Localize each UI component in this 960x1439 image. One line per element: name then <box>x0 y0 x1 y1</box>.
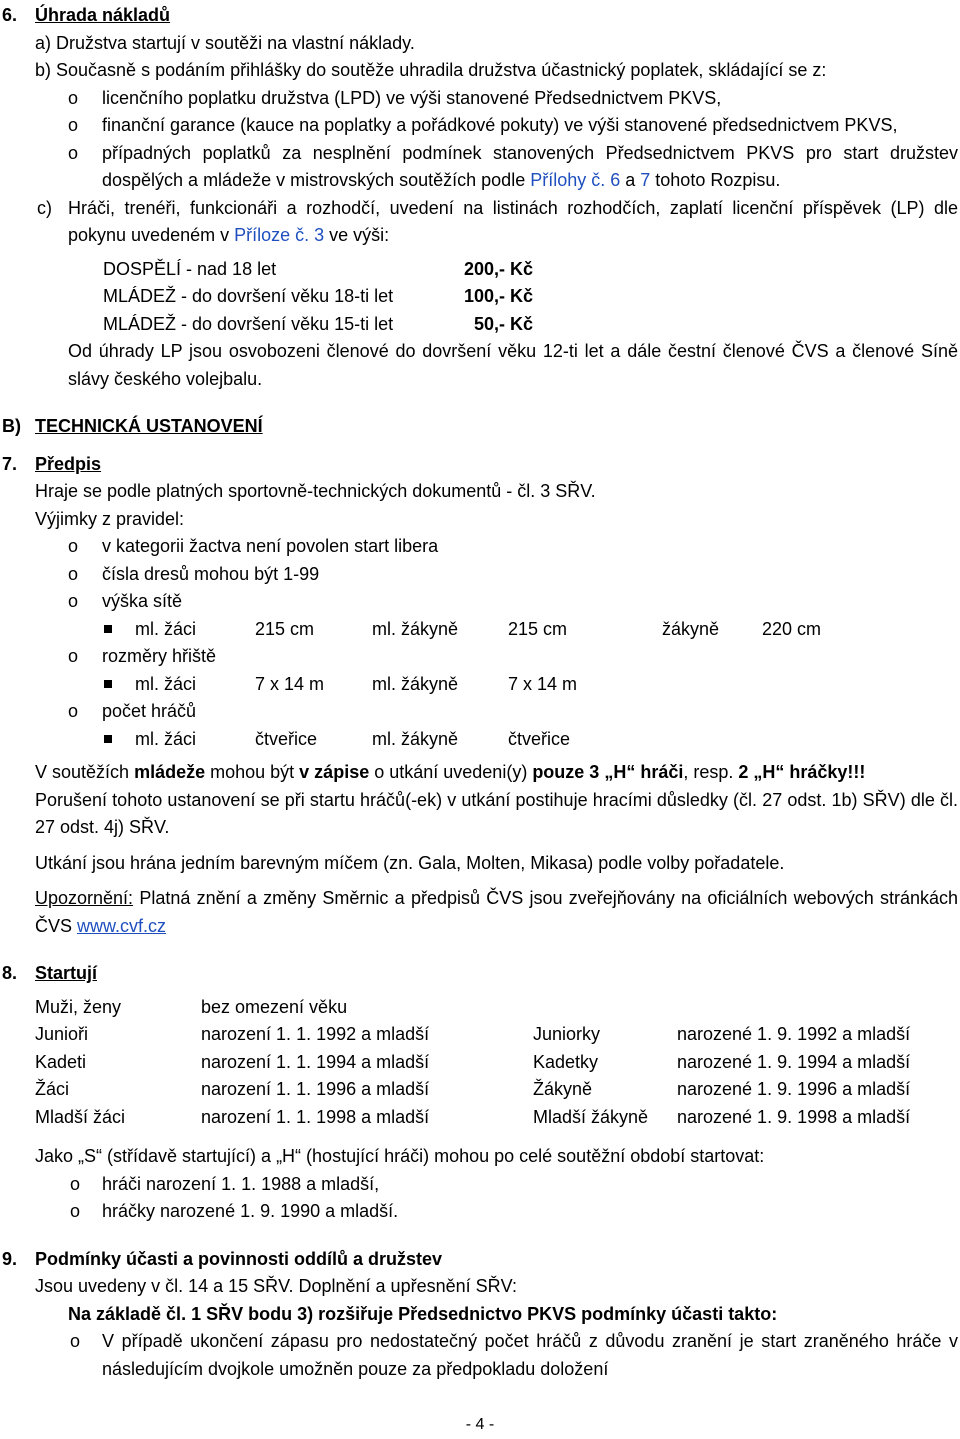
section-6-heading <box>2 2 958 30</box>
list-item: o výška sítě <box>2 588 958 616</box>
text: o utkání uvedeni(y) <box>369 762 533 782</box>
cell: narozené 1. 9. 1992 a mladší <box>677 1024 911 1044</box>
section-title: TECHNICKÁ USTANOVENÍ <box>35 416 263 436</box>
text: 2 „H“ hráčky!!! <box>738 762 866 782</box>
cell: Mladší žáci <box>35 1106 126 1127</box>
annex-number[interactable]: 6 <box>610 170 621 190</box>
fee-row <box>2 256 958 284</box>
item-letter: c) <box>37 197 52 218</box>
annex-link[interactable]: Příloze č. <box>234 225 315 245</box>
section-title: Startují <box>35 963 98 983</box>
youth-rule <box>2 759 958 787</box>
cell: Muži, ženy <box>35 996 122 1017</box>
cell: narozené 1. 9. 1998 a mladší <box>677 1106 911 1127</box>
category-row <box>2 1021 958 1049</box>
page-number: - 4 - <box>465 1416 495 1433</box>
fee-amount: 100,- Kč <box>463 286 533 306</box>
notice-label: Upozornění: <box>35 888 134 908</box>
cell: 215 cm <box>508 618 568 639</box>
fee-amount: 200,- Kč <box>463 258 533 279</box>
list-item: o počet hráčů <box>2 698 958 726</box>
conditions-subheading: Na základě čl. 1 SŘV bodu 3) rozšiřuje Předsednictvo PKVS podmínky účasti takto: <box>68 1303 778 1324</box>
section-number: 9. <box>2 1248 18 1269</box>
net-height-row <box>2 616 958 644</box>
text: v zápise <box>299 762 370 782</box>
section-number: 7. <box>2 453 18 474</box>
cell: narození 1. 1. 1996 a mladší <box>201 1079 430 1099</box>
category-row <box>2 1104 958 1132</box>
section-title: Podmínky účasti a povinnosti oddílů a družstev <box>35 1248 443 1269</box>
text: pouze 3 „H“ hráči <box>532 762 684 782</box>
website-link[interactable]: www.cvf.cz <box>77 915 167 936</box>
violation-text: Porušení tohoto ustanovení se při startu hráčů(-ek) v utkání postihuje hracími důsledky (čl. 27 odst. 1b) SŘV) dle čl. 27 odst. 4j) SŘV. <box>35 789 958 837</box>
section-b-heading <box>2 413 958 441</box>
cell: narození 1. 1. 1998 a mladší <box>201 1106 430 1127</box>
conditions-line: Jsou uvedeny v čl. 14 a 15 SŘV. Doplnění a upřesnění SŘV: <box>35 1276 517 1296</box>
rules-line: Hraje se podle platných sportovně-technických dokumentů - čl. 3 SŘV. <box>35 481 596 501</box>
cell: ml. žáci <box>135 618 197 639</box>
list-item: o V případě ukončení zápasu pro nedostatečný počet hráčů z důvodu zranění je start zraněného hráče v následujícím dvojkole umožněn pouze za předpokladu doložení <box>2 1328 958 1383</box>
cell: ml. žáci <box>135 728 197 749</box>
cell: narozené 1. 9. 1994 a mladší <box>677 1051 911 1072</box>
cell: ml. žákyně <box>372 673 459 694</box>
cell: čtveřice <box>255 728 318 749</box>
court-size-row <box>2 671 958 699</box>
cell: žákyně <box>662 618 720 639</box>
list-item: o hráči narození 1. 1. 1988 a mladší, <box>2 1171 958 1199</box>
list-item <box>2 140 958 195</box>
list-item: o čísla dresů mohou být 1-99 <box>2 561 958 589</box>
text: mohou být <box>205 762 300 782</box>
cell: Juniorky <box>533 1024 601 1044</box>
cell: ml. žáci <box>135 673 197 694</box>
text: a <box>620 170 641 190</box>
section-title: Předpis <box>35 453 102 474</box>
section-9-heading <box>2 1246 958 1274</box>
text: ve výši: <box>324 225 390 245</box>
cell: Junioři <box>35 1024 89 1044</box>
text: případných poplatků za nesplnění podmínek stanovených Předsednictvem PKVS pro start družstev dospělých a mládeže v mistrovských soutěžích podle <box>102 142 958 190</box>
cell: 7 x 14 m <box>255 673 325 694</box>
players-row <box>2 726 958 754</box>
section-8-heading <box>2 960 958 988</box>
category-row <box>2 1076 958 1104</box>
cell: bez omezení věku <box>201 996 348 1017</box>
text: , resp. <box>683 762 739 782</box>
cell: ml. žákyně <box>372 728 459 749</box>
fee-label: MLÁDEŽ - do dovršení věku 18-ti let <box>103 286 394 306</box>
exemption-text: Od úhrady LP jsou osvobozeni členové do dovršení věku 12-ti let a dále čestní členové ČVS a členové Síně slávy českého volejbalu. <box>68 341 958 389</box>
cell: narození 1. 1. 1994 a mladší <box>201 1051 430 1072</box>
fee-label: MLÁDEŽ - do dovršení věku 15-ti let <box>103 313 394 334</box>
fee-row <box>2 283 958 311</box>
item-a: a) Družstva startují v soutěži na vlastní náklady. <box>35 32 415 53</box>
cell: 215 cm <box>255 618 315 639</box>
list-item: o finanční garance (kauce na poplatky a pořádkové pokuty) ve výši stanovené předsednictvem PKVS, <box>2 112 958 140</box>
fee-label: DOSPĚLÍ - nad 18 let <box>103 258 277 279</box>
list-item: o hráčky narozené 1. 9. 1990 a mladší. <box>2 1198 958 1226</box>
text: mládeže <box>134 762 206 782</box>
fee-amount: 50,- Kč <box>473 313 533 334</box>
balls-text: Utkání jsou hrána jedním barevným míčem (zn. Gala, Molten, Mikasa) podle volby pořadatele. <box>35 852 785 873</box>
annex-link[interactable]: Přílohy č. <box>530 170 611 190</box>
item-b: b) Současně s podáním přihlášky do soutěže uhradila družstva účastnický poplatek, skládající se z: <box>35 60 827 80</box>
cell: Kadeti <box>35 1051 87 1072</box>
text: tohoto Rozpisu. <box>650 170 781 190</box>
sh-text: Jako „S“ (střídavě startující) a „H“ (hostující hráči) mohou po celé soutěžní období startovat: <box>35 1146 765 1166</box>
annex-number[interactable]: 7 <box>640 170 651 190</box>
text: V soutěžích <box>35 762 135 782</box>
cell: Žáci <box>35 1079 70 1099</box>
annex-number[interactable]: 3 <box>314 225 325 245</box>
cell: čtveřice <box>508 728 571 749</box>
list-item: o v kategorii žactva není povolen start libera <box>2 533 958 561</box>
notice <box>2 885 958 940</box>
item-c <box>2 195 958 250</box>
list-item: o licenčního poplatku družstva (LPD) ve výši stanovené Předsednictvem PKVS, <box>2 85 958 113</box>
cell: ml. žákyně <box>372 618 459 639</box>
section-7-heading <box>2 451 958 479</box>
cell: narození 1. 1. 1992 a mladší <box>201 1024 430 1044</box>
text: Hráči, trenéři, funkcionáři a rozhodčí, uvedení na listinách rozhodčích, zaplatí licenční příspěvek (LP) dle pokynu uvedeném v <box>68 197 958 245</box>
section-letter: B) <box>2 416 21 436</box>
category-row <box>2 1049 958 1077</box>
fee-row <box>2 311 958 339</box>
cell: Žákyně <box>533 1079 593 1099</box>
cell: 7 x 14 m <box>508 673 578 694</box>
cell: Kadetky <box>533 1051 599 1072</box>
text: Platná znění a změny Směrnic a předpisů ČVS jsou zveřejňovány na oficiálních webových stránkách ČVS <box>35 888 958 936</box>
list-item: o rozměry hřiště <box>2 643 958 671</box>
cell: narozené 1. 9. 1996 a mladší <box>677 1079 911 1099</box>
category-row <box>2 994 958 1022</box>
section-number: 8. <box>2 963 18 983</box>
section-title: Úhrada nákladů <box>35 5 171 25</box>
cell: Mladší žákyně <box>533 1106 649 1127</box>
cell: 220 cm <box>762 618 822 639</box>
section-number: 6. <box>2 5 18 25</box>
exceptions-heading: Výjimky z pravidel: <box>35 508 185 529</box>
